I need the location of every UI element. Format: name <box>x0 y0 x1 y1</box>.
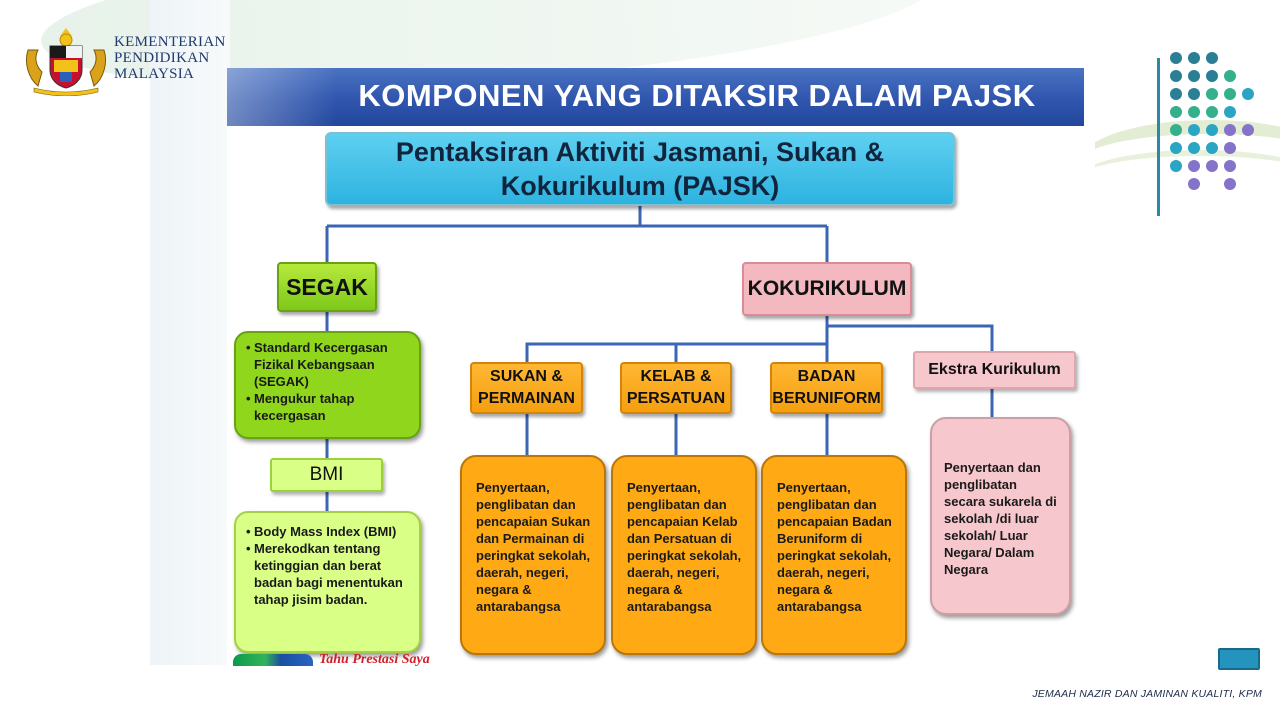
segak-desc-item: • Standard Kecergasan Fizikal Kebangsaan (SEGAK) <box>254 339 411 390</box>
category-line2: PERMAINAN <box>478 390 575 407</box>
decorative-dot <box>1188 124 1200 136</box>
ekstra-kurikulum-box: Ekstra Kurikulum <box>913 351 1076 389</box>
category-badan-beruniform <box>770 362 883 414</box>
decorative-dot <box>1170 124 1182 136</box>
ministry-name-line3: MALAYSIA <box>114 66 195 82</box>
ekstra-kurikulum-description: Penyertaan dan penglibatan secara sukarela di sekolah /di luar sekolah/ Luar Negara/ Dalam Negara <box>930 417 1071 615</box>
decorative-dot <box>1170 142 1182 154</box>
category-line1: BADAN <box>797 368 856 385</box>
pbs-logo-text: Tahu Prestasi Saya <box>319 652 430 666</box>
segak-desc-item <box>254 390 411 424</box>
ministry-name-line2: PENDIDIKAN <box>114 50 210 66</box>
category-line1: KELAB & <box>640 368 712 385</box>
pajsk-root-line1: Pentaksiran Aktiviti Jasmani, Sukan & <box>395 137 885 167</box>
decorative-dot <box>1242 124 1254 136</box>
decorative-dot <box>1170 160 1182 172</box>
decorative-dot <box>1170 106 1182 118</box>
coat-of-arms-logo <box>20 26 112 96</box>
pajsk-root-box <box>325 132 955 206</box>
badan-beruniform-description: Penyertaan, penglibatan dan pencapaian Badan Beruniform di peringkat sekolah, daerah, negeri, negara & antarabangsa <box>761 455 907 655</box>
sukan-permainan-description: Penyertaan, penglibatan dan pencapaian Sukan dan Permainan di peringkat sekolah, daerah, negeri, negara & antarabangsa <box>460 455 606 655</box>
category-kelab-persatuan <box>620 362 732 414</box>
segak-desc-item-text: Mengukur tahap kecergasan <box>254 391 355 423</box>
ministry-name <box>114 34 226 82</box>
slide-title: KOMPONEN YANG DITAKSIR DALAM PAJSK <box>358 78 1036 113</box>
slide-shadow <box>150 0 230 665</box>
category-line2: BERUNIFORM <box>772 390 881 407</box>
category-line1: SUKAN & <box>490 368 563 385</box>
decorative-dot <box>1224 178 1236 190</box>
ministry-name-line1: KEMENTERIAN <box>114 34 226 50</box>
decorative-dot <box>1188 88 1200 100</box>
decorative-dot <box>1224 106 1236 118</box>
kokurikulum-box: KOKURIKULUM <box>742 262 912 316</box>
category-line2: PERSATUAN <box>626 390 726 407</box>
decorative-dot <box>1224 124 1236 136</box>
kelab-persatuan-description: Penyertaan, penglibatan dan pencapaian Kelab dan Persatuan di peringkat sekolah, daerah, negeri, negara & antarabangsa <box>611 455 757 655</box>
slide-footer-logo <box>233 648 430 666</box>
decorative-dot <box>1242 88 1254 100</box>
decorative-dot <box>1188 106 1200 118</box>
decorative-dot <box>1188 70 1200 82</box>
category-sukan-permainan <box>470 362 583 414</box>
next-slide-button[interactable] <box>1218 648 1260 670</box>
decorative-dot <box>1170 52 1182 64</box>
decorative-dot <box>1206 52 1218 64</box>
decorative-dot <box>1206 142 1218 154</box>
bmi-desc-item: • Merekodkan tentang ketinggian dan berat badan bagi menentukan tahap jisim badan. <box>254 540 409 608</box>
pbs-logo-mark <box>233 654 313 666</box>
decorative-dot <box>1206 160 1218 172</box>
decorative-vertical-line <box>1157 58 1160 216</box>
decorative-dot <box>1188 178 1200 190</box>
background-swoosh-right-thin <box>1080 150 1280 206</box>
bmi-box: BMI <box>270 458 383 492</box>
decorative-dot <box>1206 124 1218 136</box>
decorative-dot <box>1188 52 1200 64</box>
decorative-dot <box>1224 88 1236 100</box>
decorative-dot <box>1188 142 1200 154</box>
bmi-description <box>234 511 421 653</box>
decorative-dot <box>1206 88 1218 100</box>
pajsk-root-line2: Kokurikulum (PAJSK) <box>500 171 780 201</box>
segak-box: SEGAK <box>277 262 377 312</box>
decorative-dot <box>1170 70 1182 82</box>
decorative-dot <box>1206 70 1218 82</box>
footer-text: JEMAAH NAZIR DAN JAMINAN KUALITI, KPM <box>1032 688 1262 700</box>
decorative-dot <box>1170 88 1182 100</box>
slide-image <box>227 68 1095 666</box>
decorative-dot <box>1206 106 1218 118</box>
connector-kokurikulum-bar-upper <box>827 326 992 351</box>
decorative-dot <box>1224 70 1236 82</box>
bmi-desc-item: • Body Mass Index (BMI) <box>254 523 409 540</box>
decorative-dot <box>1224 160 1236 172</box>
decorative-dot <box>1188 160 1200 172</box>
segak-description <box>234 331 421 439</box>
decorative-dot <box>1224 142 1236 154</box>
